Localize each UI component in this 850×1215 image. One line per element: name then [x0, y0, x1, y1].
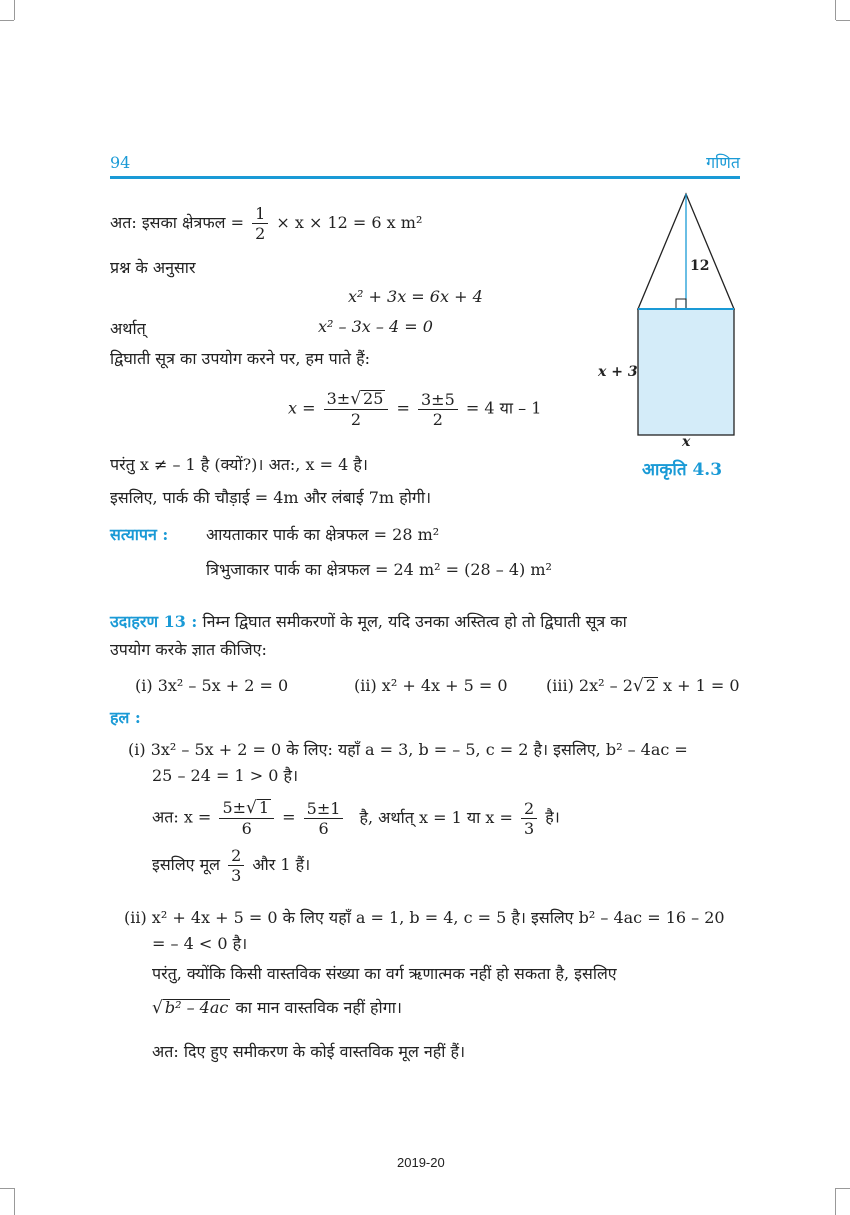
example-13-line-1	[110, 610, 627, 632]
solution-ii-radicand: b² – 4ac	[164, 998, 229, 1017]
example-label: उदाहरण 13 :	[110, 612, 198, 631]
solution-i-f2-den: 6	[318, 818, 329, 838]
example-part-iii-a: (iii) 2x² – 2	[546, 676, 633, 695]
fraction-1-num-a: 3±	[326, 389, 351, 408]
solution-i-f1-num-a: 5±	[222, 798, 247, 817]
equation-1: x² + 3x = 6x + 4	[348, 287, 483, 306]
example-part-iii	[546, 676, 740, 696]
figure-label-height: 12	[690, 258, 710, 274]
formula-result-line	[288, 389, 541, 429]
solution-i-roots-prefix: इसलिए मूल	[152, 855, 221, 874]
roots-result: = 4 या – 1	[465, 398, 542, 418]
example-text-1: निम्न द्विघात समीकरणों के मूल, यदि उनका अस्तित्व हो तो द्विघाती सूत्र का	[202, 612, 627, 631]
fraction-1-den: 2	[350, 410, 362, 429]
example-part-iii-b: x + 1 = 0	[663, 676, 740, 695]
verify-line-1: आयताकार पार्क का क्षेत्रफल = 28 m²	[206, 525, 440, 544]
fraction-2-den: 2	[432, 409, 443, 429]
according-line: प्रश्न के अनुसार	[110, 258, 196, 277]
sqrt-icon: √	[152, 998, 163, 1018]
sqrt-icon: √	[246, 798, 257, 818]
conclusion-line: इसलिए, पार्क की चौड़ाई = 4m और लंबाई 7m होगी।	[110, 488, 432, 507]
equation-2: x² – 3x – 4 = 0	[318, 317, 433, 336]
area-prefix: अत: इसका क्षेत्रफल =	[110, 213, 244, 232]
that-is-label: अर्थात्	[110, 319, 146, 338]
sqrt-icon: √	[350, 389, 362, 409]
example-part-ii: (ii) x² + 4x + 5 = 0	[354, 676, 508, 695]
solution-i-f2-num: 5±1	[304, 799, 344, 819]
solution-i-f1-radicand: 1	[258, 798, 270, 817]
x-equals: x =	[288, 398, 316, 418]
equals-sign: =	[396, 398, 410, 418]
solution-i-f3-den: 3	[523, 818, 535, 838]
example-part-i: (i) 3x² – 5x + 2 = 0	[135, 676, 289, 695]
solution-ii-line-2: = – 4 < 0 है।	[152, 934, 248, 953]
example-part-iii-radicand: 2	[645, 676, 656, 695]
solution-i-fraction-3	[521, 799, 537, 838]
header-rule	[110, 176, 740, 179]
area-half-num: 1	[252, 204, 268, 224]
crop-mark-tr-h	[836, 20, 850, 21]
fraction-1	[324, 389, 389, 429]
solution-i-roots-num: 2	[228, 846, 244, 866]
but-line: परंतु x ≠ – 1 है (क्यों?)। अत:, x = 4 है।	[110, 455, 368, 474]
solution-label: हल :	[110, 708, 141, 727]
example-13-line-2: उपयोग करके ज्ञात कीजिए:	[110, 640, 267, 659]
solution-i-roots-suffix: और 1 हैं।	[252, 855, 311, 874]
crop-mark-tr-v	[835, 0, 836, 20]
solution-ii-line-1: (ii) x² + 4x + 5 = 0 के लिए यहाँ a = 1, b = 4, c = 5 है। इसलिए b² – 4ac = 16 – 20	[124, 908, 725, 927]
solution-ii-line-5: अत: दिए हुए समीकरण के कोई वास्तविक मूल नहीं हैं।	[152, 1042, 466, 1061]
solution-i-end: है।	[545, 807, 560, 827]
solution-i-f1-den: 6	[241, 819, 252, 838]
solution-i-line-1: (i) 3x² – 5x + 2 = 0 के लिए: यहाँ a = 3, b = – 5, c = 2 है। इसलिए, b² – 4ac =	[128, 740, 688, 759]
figure-caption: आकृति 4.3	[642, 460, 723, 480]
area-line	[110, 204, 422, 243]
area-half-fraction	[252, 204, 268, 243]
solution-ii-line-4-text: का मान वास्तविक नहीं होगा।	[235, 998, 402, 1017]
fraction-2-num: 3±5	[418, 390, 458, 410]
solution-i-fraction-2	[304, 799, 344, 838]
fraction-1-num-radicand: 25	[363, 389, 384, 408]
page-number: 94	[110, 153, 131, 172]
solution-i-roots-den: 3	[231, 866, 242, 885]
crop-mark-tl-h	[0, 20, 14, 21]
solution-ii-line-4	[152, 996, 402, 1018]
running-title: गणित	[706, 153, 740, 172]
solution-i-line-2: 25 – 24 = 1 > 0 है।	[152, 766, 299, 785]
crop-mark-br-h	[836, 1188, 850, 1189]
crop-mark-br-v	[835, 1188, 836, 1215]
figure-triangle-rectangle	[600, 188, 750, 458]
footer-year: 2019-20	[397, 1155, 445, 1170]
solution-i-result	[152, 798, 560, 838]
verify-label: सत्यापन :	[110, 525, 169, 544]
area-suffix: × x × 12 = 6 x m²	[276, 213, 423, 232]
solution-i-fraction-1	[219, 798, 274, 838]
crop-mark-bl-v	[14, 1188, 15, 1215]
solution-i-mid: है, अर्थात् x = 1 या x =	[359, 807, 513, 827]
crop-mark-bl-h	[0, 1188, 14, 1189]
solution-i-f3-num: 2	[521, 799, 537, 819]
solution-i-equals: =	[282, 807, 296, 827]
formula-intro: द्विघाती सूत्र का उपयोग करने पर, हम पाते हैं:	[110, 349, 370, 368]
solution-i-roots	[152, 846, 310, 885]
crop-mark-tl-v	[14, 0, 15, 20]
solution-ii-line-3: परंतु, क्योंकि किसी वास्तविक संख्या का वर्ग ऋणात्मक नहीं हो सकता है, इसलिए	[152, 964, 617, 983]
sqrt-icon: √	[632, 676, 644, 696]
figure-label-base: x	[682, 434, 691, 450]
solution-i-hence: अत: x =	[152, 807, 212, 827]
figure-rectangle	[638, 309, 734, 435]
area-half-den: 2	[255, 224, 266, 243]
figure-label-side: x + 3	[598, 364, 638, 380]
solution-i-roots-fraction	[228, 846, 244, 885]
fraction-2	[418, 390, 458, 429]
verify-line-2: त्रिभुजाकार पार्क का क्षेत्रफल = 24 m² = (28 – 4) m²	[206, 560, 552, 579]
